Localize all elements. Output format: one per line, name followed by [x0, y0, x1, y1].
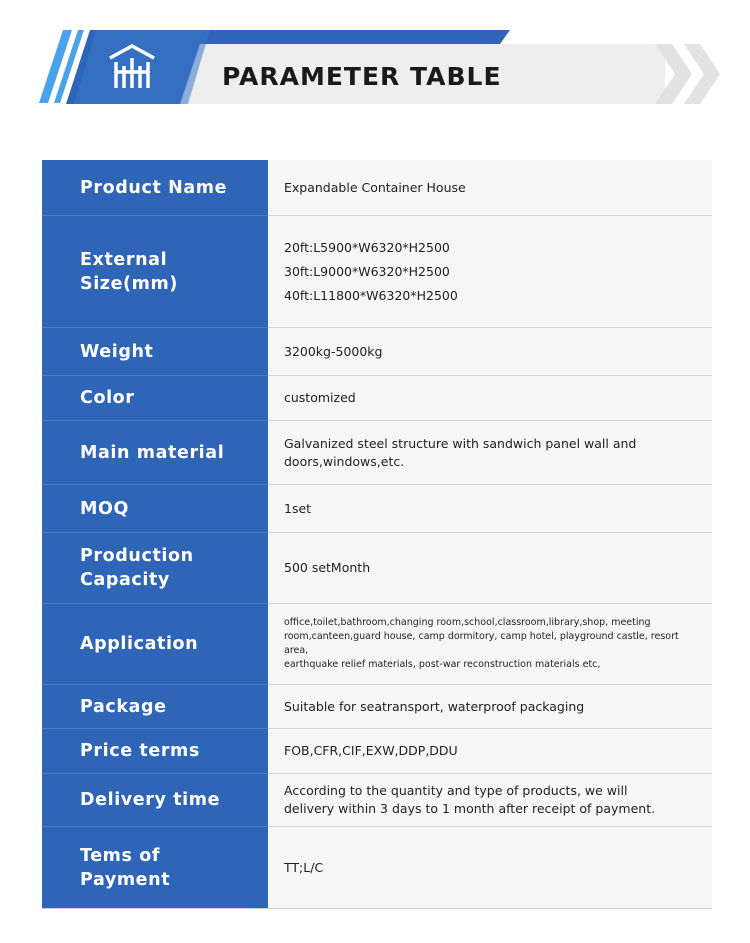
row-value-line: doors,windows,etc. — [284, 453, 405, 469]
row-value-line: According to the quantity and type of products, we will — [284, 783, 628, 798]
row-label: External Size(mm) — [42, 215, 268, 327]
row-label: Price terms — [42, 728, 268, 773]
row-label: Main material — [42, 420, 268, 484]
row-value — [268, 376, 712, 420]
row-value — [268, 216, 712, 327]
row-value — [268, 604, 712, 684]
row-value-line: Suitable for seatransport, waterproof packaging — [284, 698, 585, 714]
row-value — [268, 328, 712, 375]
table-row — [42, 603, 712, 684]
table-row — [42, 327, 712, 375]
row-value-line: Expandable Container House — [284, 179, 466, 195]
row-label: Weight — [42, 327, 268, 375]
row-value-line: 3200kg-5000kg — [284, 343, 383, 359]
table-row — [42, 532, 712, 603]
row-value-line: 20ft:L5900*W6320*H2500 — [284, 239, 450, 255]
table-row — [42, 160, 712, 215]
row-value — [268, 774, 712, 826]
row-value — [268, 827, 712, 908]
page-title: PARAMETER TABLE — [222, 62, 502, 91]
row-value — [268, 533, 712, 603]
row-value — [268, 685, 712, 728]
header-banner — [0, 0, 750, 130]
table-row — [42, 484, 712, 532]
row-value-line: customized — [284, 390, 356, 405]
row-value-line: 40ft:L11800*W6320*H2500 — [284, 287, 458, 303]
table-row — [42, 728, 712, 773]
table-row — [42, 684, 712, 728]
row-value — [268, 729, 712, 773]
table-row — [42, 420, 712, 484]
row-value-line: Galvanized steel structure with sandwich panel wall and — [284, 435, 637, 451]
row-value — [268, 160, 712, 215]
row-value-line: room,canteen,guard house, camp dormitory, camp hotel, playground castle, resort area, — [284, 631, 679, 656]
row-label: Application — [42, 603, 268, 684]
row-label: Production Capacity — [42, 532, 268, 603]
row-value-line: office,toilet,bathroom,changing room,school,classroom,library,shop, meeting — [284, 617, 651, 628]
parameter-table — [42, 160, 712, 909]
row-label: Tems of Payment — [42, 826, 268, 908]
row-value-line: FOB,CFR,CIF,EXW,DDP,DDU — [284, 743, 458, 758]
row-label: Product Name — [42, 160, 268, 215]
row-value-line: delivery within 3 days to 1 month after receipt of payment. — [284, 801, 656, 816]
table-row — [42, 215, 712, 327]
row-value-line: 30ft:L9000*W6320*H2500 — [284, 263, 450, 279]
table-row — [42, 375, 712, 420]
row-label: Delivery time — [42, 773, 268, 826]
row-label: Package — [42, 684, 268, 728]
row-value-line: 500 setMonth — [284, 560, 371, 575]
row-value — [268, 421, 712, 484]
row-value — [268, 485, 712, 532]
row-value-line: earthquake relief materials, post-war reconstruction materials etc, — [284, 659, 601, 670]
table-row — [42, 773, 712, 826]
row-value-line: 1set — [284, 500, 312, 516]
row-label: Color — [42, 375, 268, 420]
row-value-line: TT;L/C — [284, 859, 324, 875]
row-label: MOQ — [42, 484, 268, 532]
table-row — [42, 826, 712, 908]
